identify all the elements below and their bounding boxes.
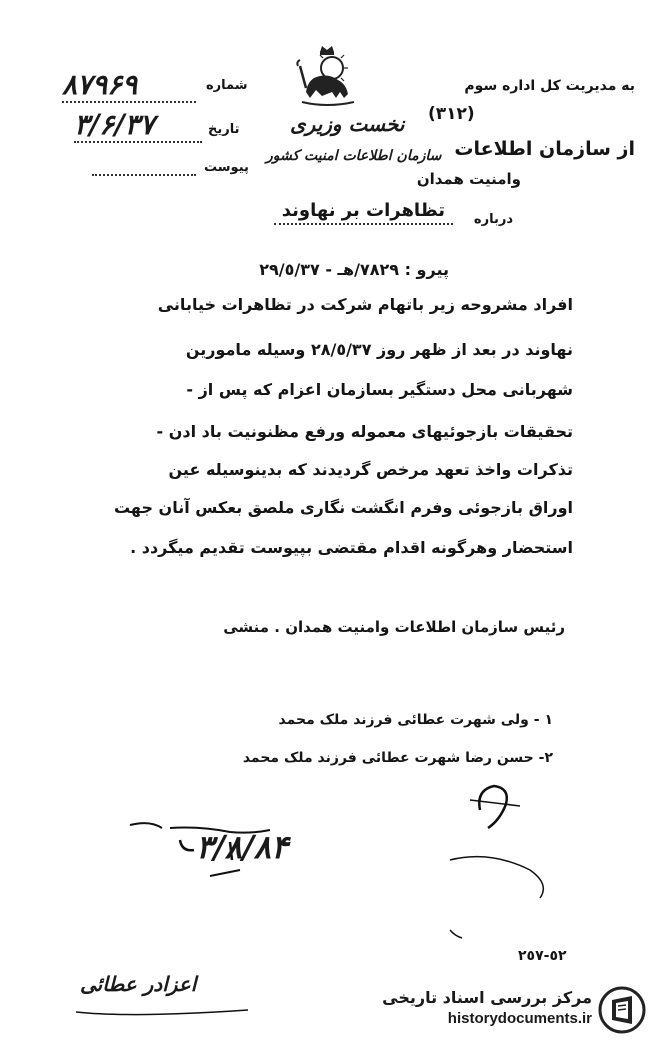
attachment-value [92,162,196,176]
number-label: شماره [206,78,248,93]
addressee: به مدیریت کل اداره سوم [464,78,635,94]
from-organization: سازمان اطلاعات [454,138,611,160]
person-item-1: ١ - ولی شهرت عطائی فرزند ملک محمد [278,712,553,728]
body-line-3: شهربانی محل دستگیر بسازمان اعزام که پس از - [186,380,573,399]
subject-label: درباره [473,212,513,227]
from-line [454,138,635,160]
date-label: تاریخ [208,122,240,137]
body-line-1: افراد مشروحه زیر باتهام شرکت در تظاهرات خیابانی [157,295,573,314]
from-label: از [617,138,635,160]
date-value: ۳/۶/۳۷ [74,108,202,143]
subject: تظاهرات بر نهاوند [274,200,453,225]
from-organization-handwritten: سازمان اطلاعات امنیت کشور [266,148,442,164]
signature-line: رئیس سازمان اطلاعات وامنیت همدان . منشی [223,618,565,636]
attachment-label: پیوست [204,160,249,175]
handwritten-reference: ۳/۸/۸۴ [196,828,289,866]
reference-code: (٣١٢) [428,104,475,124]
number-value: ۸۷۹۶۹ [62,68,196,103]
person-item-2: ٢- حسن رضا شهرت عطائی فرزند ملک محمد [242,750,553,766]
body-line-6: اوراق بازجوئی وفرم انگشت نگاری ملصق بعکس آنان جهت [113,498,573,517]
archive-logo-icon [598,986,646,1034]
bottom-handwritten-note: اعزادر عطائی [80,972,197,996]
body-line-7: استحضار وهرگونه اقدام مقتضی بپیوست تقدیم میگردد . [130,538,573,557]
office-name: نخست وزیری [290,112,405,136]
watermark-url: historydocuments.ir [447,1010,592,1027]
body-line-5: تذکرات واخذ تعهد مرخص گردیدند که بدینوسیله عین [168,460,573,479]
file-code: ٥٢-٢٥٧ [518,948,567,964]
reference-line: پیرو : ٧٨٢٩/هـ - ٢٩/٥/٣٧ [259,260,449,279]
lion-and-sun-emblem [292,44,362,108]
bottom-note-underline [72,1000,252,1020]
watermark [380,984,652,1038]
watermark-name: مرکز بررسی اسناد تاریخی [382,988,592,1007]
from-region: وامنیت همدان [416,170,521,188]
handwritten-scribbles [110,780,570,950]
body-line-2: نهاوند در بعد از ظهر روز ٢٨/٥/٣٧ وسیله مامورین [185,340,573,359]
body-line-4: تحقیقات بازجوئیهای معموله ورفع مظنونیت باد ادن - [156,422,573,441]
